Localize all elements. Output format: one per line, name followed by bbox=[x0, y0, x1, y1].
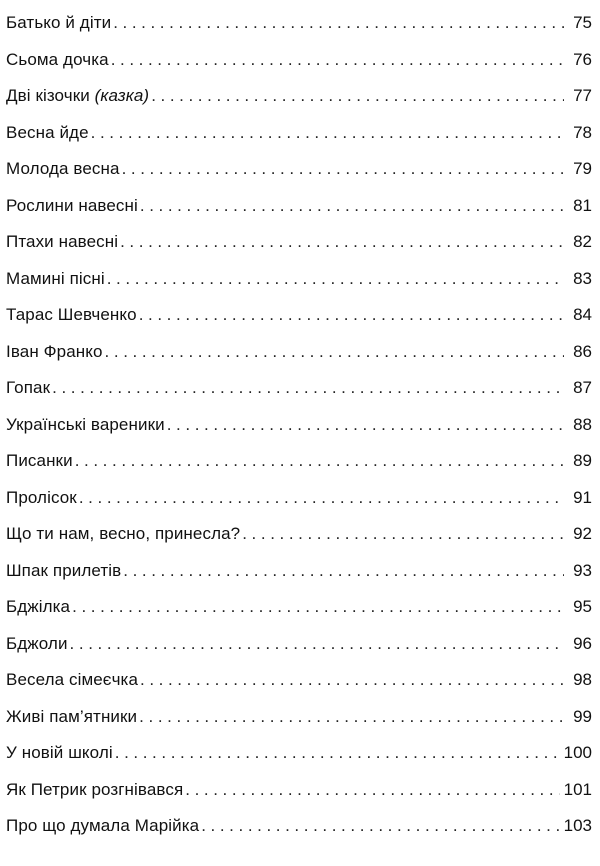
dot-leader bbox=[140, 662, 564, 699]
dot-leader bbox=[139, 297, 564, 334]
entry-title: Рослини навесні bbox=[6, 195, 138, 215]
toc-entry bbox=[0, 297, 600, 334]
dot-leader bbox=[120, 224, 564, 261]
entry-title: Шпак прилетів bbox=[6, 560, 122, 580]
dot-leader bbox=[105, 334, 564, 371]
toc-entry bbox=[0, 115, 600, 152]
dot-leader bbox=[242, 516, 564, 553]
page-number: 91 bbox=[573, 487, 592, 507]
page-number: 95 bbox=[573, 597, 592, 616]
dot-leader bbox=[140, 188, 564, 225]
page-number: 92 bbox=[573, 524, 592, 543]
entry-title: Як Петрик розгнівався bbox=[6, 779, 184, 799]
toc-entry bbox=[0, 589, 600, 626]
entry-title: Іван Франко bbox=[6, 341, 103, 361]
page-number: 101 bbox=[563, 779, 592, 799]
toc-entry bbox=[0, 261, 600, 298]
page-number: 83 bbox=[573, 268, 592, 288]
dot-leader bbox=[91, 115, 564, 152]
entry-title: Гопак bbox=[6, 378, 51, 397]
toc-entry bbox=[0, 42, 600, 79]
dot-leader bbox=[70, 626, 564, 663]
toc-entry bbox=[0, 151, 600, 188]
dot-leader bbox=[167, 407, 564, 444]
toc-entry bbox=[0, 626, 600, 663]
toc-entry bbox=[0, 443, 600, 480]
page-number: 87 bbox=[573, 378, 592, 397]
page-number: 76 bbox=[573, 49, 592, 69]
entry-title: Про що думала Марійка bbox=[6, 816, 200, 835]
page-number: 77 bbox=[573, 86, 592, 105]
toc-entry bbox=[0, 553, 600, 590]
toc-entry bbox=[0, 78, 600, 115]
entry-title: Молода весна bbox=[6, 159, 120, 178]
entry-title: Батько й діти bbox=[6, 13, 112, 32]
toc-entry bbox=[0, 188, 600, 225]
toc-entry bbox=[0, 334, 600, 371]
page-number: 86 bbox=[573, 341, 592, 361]
page-number: 75 bbox=[573, 13, 592, 32]
dot-leader bbox=[111, 42, 564, 79]
entry-subtitle: (казка) bbox=[94, 86, 150, 105]
dot-leader bbox=[75, 443, 564, 480]
dot-leader bbox=[201, 808, 559, 845]
dot-leader bbox=[151, 78, 564, 115]
toc-entry bbox=[0, 699, 600, 736]
toc-entry bbox=[0, 5, 600, 42]
dot-leader bbox=[123, 553, 564, 590]
entry-title: Пролісок bbox=[6, 487, 77, 507]
page-number: 93 bbox=[573, 560, 592, 580]
page-number: 89 bbox=[573, 451, 592, 470]
dot-leader bbox=[107, 261, 564, 298]
entry-title: Тарас Шевченко bbox=[6, 305, 137, 324]
page-number: 98 bbox=[573, 670, 592, 689]
entry-title: Бджоли bbox=[6, 633, 68, 653]
page-number: 78 bbox=[573, 122, 592, 142]
entry-title: Весела сімеєчка bbox=[6, 670, 138, 689]
entry-title: Українські вареники bbox=[6, 414, 165, 434]
dot-leader bbox=[139, 699, 564, 736]
dot-leader bbox=[72, 589, 564, 626]
toc-entry bbox=[0, 480, 600, 517]
toc-entry bbox=[0, 772, 600, 809]
toc-entry bbox=[0, 516, 600, 553]
toc-entry bbox=[0, 224, 600, 261]
page-number: 96 bbox=[573, 633, 592, 653]
toc-entry bbox=[0, 735, 600, 772]
entry-title: Птахи навесні bbox=[6, 232, 119, 251]
entry-title: Бджілка bbox=[6, 597, 71, 616]
dot-leader bbox=[115, 735, 560, 772]
dot-leader bbox=[113, 5, 564, 42]
dot-leader bbox=[52, 370, 564, 407]
page-number: 99 bbox=[573, 706, 592, 726]
dot-leader bbox=[79, 480, 564, 517]
toc-entry bbox=[0, 808, 600, 845]
dot-leader bbox=[122, 151, 564, 188]
page-number: 79 bbox=[573, 159, 592, 178]
toc-entry bbox=[0, 407, 600, 444]
entry-title bbox=[6, 78, 149, 115]
toc-entry bbox=[0, 662, 600, 699]
page-number: 103 bbox=[563, 816, 592, 835]
entry-title-text: Дві кізочки bbox=[6, 86, 95, 105]
entry-title: Мамині пісні bbox=[6, 268, 105, 288]
page-number: 82 bbox=[573, 232, 592, 251]
toc-entry bbox=[0, 370, 600, 407]
entry-title: Живі пам’ятники bbox=[6, 706, 138, 726]
entry-title: У новій школі bbox=[6, 743, 113, 762]
page-number: 81 bbox=[573, 195, 592, 215]
entry-title: Сьома дочка bbox=[6, 49, 109, 69]
dot-leader bbox=[185, 772, 559, 809]
entry-title: Весна йде bbox=[6, 122, 89, 142]
page-number: 88 bbox=[573, 414, 592, 434]
page-number: 84 bbox=[573, 305, 592, 324]
page-number: 100 bbox=[563, 743, 592, 762]
entry-title: Писанки bbox=[6, 451, 73, 470]
entry-title: Що ти нам, весно, принесла? bbox=[6, 524, 241, 543]
